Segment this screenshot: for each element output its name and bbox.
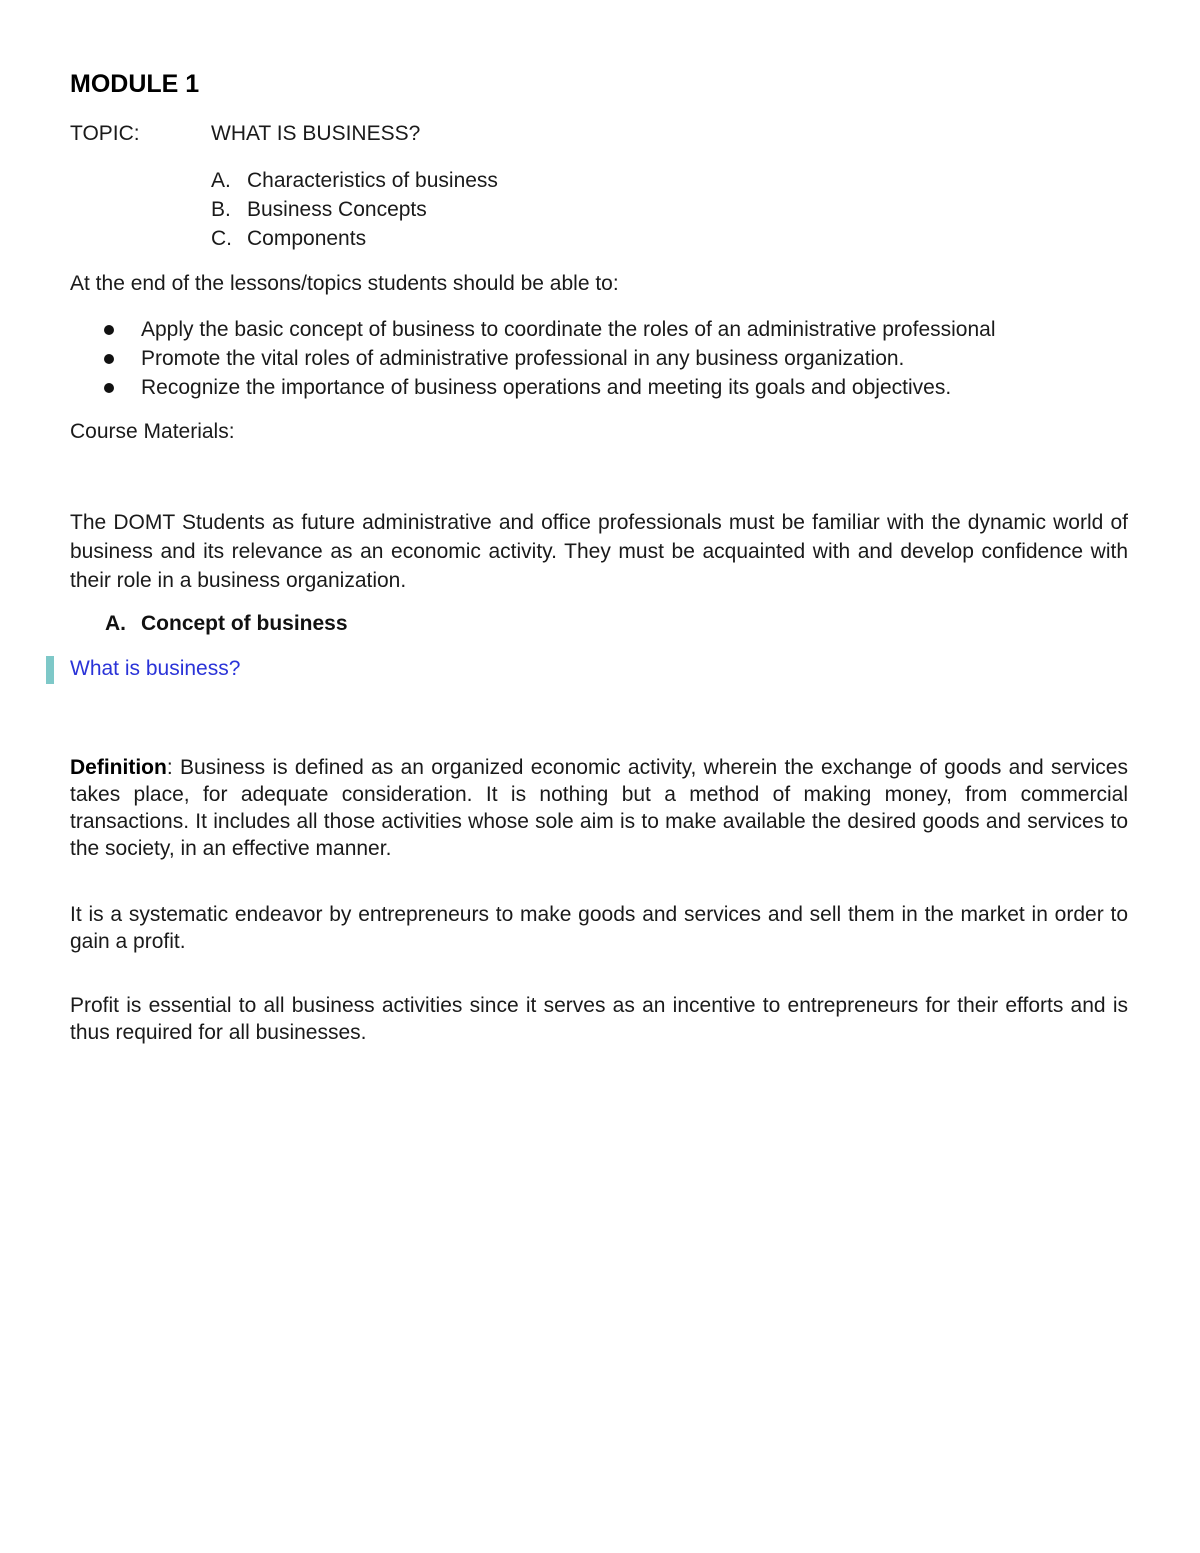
topic-item — [211, 196, 498, 225]
bullet-icon — [104, 325, 114, 335]
objective-text: Recognize the importance of business operations and meeting its goals and objectives. — [141, 376, 952, 399]
topic-item-text: Components — [247, 227, 367, 250]
highlight-bar — [46, 656, 54, 684]
objectives-list — [70, 316, 1128, 403]
topic-item-letter: B. — [211, 198, 231, 221]
topic-value: WHAT IS BUSINESS? — [211, 122, 421, 145]
objective-text: Apply the basic concept of business to coordinate the roles of an administrative professional — [141, 318, 996, 341]
section-heading — [105, 612, 348, 636]
module-title: MODULE 1 — [70, 70, 200, 98]
section-letter: A. — [105, 612, 126, 635]
bullet-icon — [104, 383, 114, 393]
objective-item — [70, 374, 1128, 403]
objective-item — [70, 345, 1128, 374]
objectives-intro: At the end of the lessons/topics students should be able to: — [70, 272, 619, 295]
topic-item-text: Characteristics of business — [247, 169, 498, 192]
topic-item-letter: A. — [211, 169, 231, 192]
topic-item-text: Business Concepts — [247, 198, 427, 221]
objective-text: Promote the vital roles of administrative professional in any business organization. — [141, 347, 905, 370]
systematic-paragraph: It is a systematic endeavor by entrepreneurs to make goods and services and sell them in the market in order to gain a profit. — [70, 903, 1128, 953]
definition-term: Definition — [70, 756, 167, 779]
definition-paragraph — [70, 754, 1128, 862]
objective-item — [70, 316, 1128, 345]
topic-item-letter: C. — [211, 227, 232, 250]
definition-text: : Business is defined as an organized economic activity, wherein the exchange of goods and services takes place, for adequate consideration. It is nothing but a method of making money, from commercial transactions. It includes all those activities whose sole aim is to make available the desired goods and services to the society, in an effective manner. — [70, 756, 1128, 860]
topic-item — [211, 225, 498, 254]
bullet-icon — [104, 354, 114, 364]
profit-paragraph: Profit is essential to all business activities since it serves as an incentive to entrepreneurs for their efforts and is thus required for all businesses. — [70, 994, 1128, 1044]
topic-list — [211, 167, 498, 254]
what-is-business-link[interactable]: What is business? — [70, 657, 241, 680]
topic-item — [211, 167, 498, 196]
intro-paragraph: The DOMT Students as future administrative and office professionals must be familiar with the dynamic world of business and its relevance as an economic activity. They must be acquainted with and develop confidence with their role in a business organization. — [70, 511, 1128, 592]
course-materials-label: Course Materials: — [70, 420, 235, 443]
topic-label: TOPIC: — [70, 122, 140, 145]
section-title: Concept of business — [141, 612, 348, 635]
